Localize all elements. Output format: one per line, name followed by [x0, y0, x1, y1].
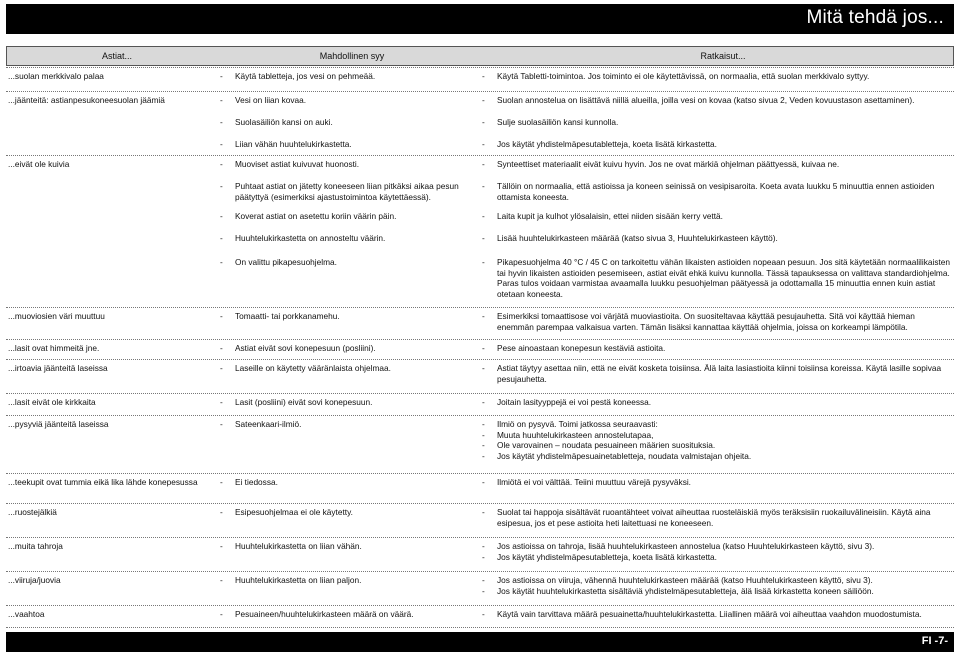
- cause-item: [220, 609, 470, 620]
- cause-item-text: Käytä tabletteja, jos vesi on pehmeää.: [235, 71, 376, 81]
- solution-cell: [482, 343, 952, 354]
- cause-item-text: Pesuaineen/huuhtelukirkasteen määrä on väärä.: [235, 609, 414, 619]
- bullet-dash: -: [482, 159, 485, 169]
- row-divider: [6, 473, 954, 474]
- solution-item-text: Laita kupit ja kulhot ylösalaisin, ettei niiden sisään kerry vettä.: [497, 211, 723, 221]
- bullet-dash: -: [220, 211, 223, 221]
- solution-cell: [482, 507, 952, 528]
- cause-item-text: Liian vähän huuhtelukirkastetta.: [235, 139, 352, 149]
- bullet-dash: -: [220, 71, 223, 81]
- column-header-solution: Ratkaisut...: [700, 51, 746, 61]
- solution-cell: [482, 181, 952, 202]
- solution-cell: [482, 257, 952, 299]
- fault-cell: ...jäänteitä: astianpesukoneesuolan jäämiä: [8, 95, 165, 105]
- solution-item-text: Ilmiö on pysyvä. Toimi jatkossa seuraavasti:: [497, 419, 658, 429]
- solution-item: [482, 343, 952, 354]
- cause-item: [220, 181, 470, 202]
- cause-item-text: Huuhtelukirkastetta on annosteltu väärin.: [235, 233, 386, 243]
- solution-item: [482, 609, 952, 620]
- table-header: [6, 46, 954, 66]
- fault-cell: ...pysyviä jäänteitä laseissa: [8, 419, 109, 429]
- cause-item: [220, 541, 470, 552]
- cause-item-text: Vesi on liian kovaa.: [235, 95, 307, 105]
- solution-item: [482, 211, 952, 222]
- row-divider: [6, 91, 954, 92]
- solution-cell: [482, 397, 952, 408]
- row-divider: [6, 359, 954, 360]
- solution-item-text: Astiat täytyy asettaa niin, että ne eivät kosketa toisiinsa. Älä laita lasiastioita kiinni toisiinsa koreissa. Käytä lasille sopivaa pesujauhetta.: [497, 363, 942, 384]
- cause-item-text: Sateenkaari-ilmiö.: [235, 419, 302, 429]
- column-header-cause: Mahdollinen syy: [319, 51, 385, 61]
- solution-item-text: Käytä vain tarvittava määrä pesuainetta/huuhtelukirkastetta. Liiallinen määrä voi aiheuttaa vaahdon muodostumista.: [497, 609, 922, 619]
- bullet-dash: -: [220, 311, 223, 321]
- fault-cell: ...eivät ole kuivia: [8, 159, 70, 169]
- cause-cell: [220, 211, 470, 222]
- bullet-dash: -: [220, 609, 223, 619]
- cause-item: [220, 233, 470, 244]
- cause-item: [220, 397, 470, 408]
- cause-cell: [220, 575, 470, 586]
- solution-item: [482, 440, 952, 451]
- bullet-dash: -: [482, 71, 485, 81]
- cause-item-text: Huuhtelukirkastetta on liian vähän.: [235, 541, 362, 551]
- solution-item-text: Suolat tai happoja sisältävät ruoantähteet voivat aiheuttaa ruosteläiskiä myös teräksisiin ruokailuvälineisiin. Käytä aina esipesua, jos et pese astioita heti laitettuasi ne koneeseen.: [497, 507, 931, 528]
- bullet-dash: -: [220, 363, 223, 373]
- solution-item-text: Jos käytät yhdistelmäpesutabletteja, koeta lisätä kirkastetta.: [497, 139, 717, 149]
- bullet-dash: -: [482, 139, 485, 149]
- cause-cell: [220, 311, 470, 322]
- solution-item: [482, 451, 952, 462]
- bullet-dash: -: [220, 419, 223, 429]
- cause-cell: [220, 95, 470, 106]
- solution-item-text: Ole varovainen – noudata pesuaineen määrien suosituksia.: [497, 440, 716, 451]
- cause-item-text: Suolasäiliön kansi on auki.: [235, 117, 333, 127]
- row-divider: [6, 339, 954, 340]
- cause-item-text: Lasit (posliini) eivät sovi konepesuun.: [235, 397, 373, 407]
- solution-cell: [482, 363, 952, 384]
- title-bar: [6, 4, 954, 34]
- row-divider: [6, 67, 954, 68]
- cause-cell: [220, 477, 470, 488]
- solution-cell: [482, 211, 952, 222]
- fault-cell: ...lasit eivät ole kirkkaita: [8, 397, 96, 407]
- bullet-dash: -: [482, 585, 485, 596]
- bullet-dash: -: [220, 397, 223, 407]
- cause-item-text: Astiat eivät sovi konepesuun (posliini).: [235, 343, 376, 353]
- row-divider: [6, 307, 954, 308]
- bullet-dash: -: [220, 257, 223, 267]
- solution-item: [482, 477, 952, 488]
- bullet-dash: -: [482, 311, 485, 321]
- solution-cell: [482, 575, 952, 596]
- cause-item: [220, 95, 470, 106]
- bullet-dash: -: [482, 363, 485, 373]
- bullet-dash: -: [482, 450, 485, 461]
- page-number: FI -7-: [921, 635, 948, 647]
- bullet-dash: -: [482, 609, 485, 619]
- row-divider: [6, 571, 954, 572]
- solution-item-text: Joitain lasityyppejä ei voi pestä koneessa.: [497, 397, 652, 407]
- bullet-dash: -: [220, 343, 223, 353]
- bullet-dash: -: [482, 541, 485, 551]
- cause-cell: [220, 233, 470, 244]
- fault-cell: ...ruostejälkiä: [8, 507, 57, 517]
- solution-item-text: Käytä Tabletti-toimintoa. Jos toiminto ei ole käytettävissä, on normaalia, että suolan merkkivalo syttyy.: [497, 71, 870, 81]
- cause-item: [220, 343, 470, 354]
- cause-item-text: Ei tiedossa.: [235, 477, 278, 487]
- fault-cell: ...vaahtoa: [8, 609, 45, 619]
- bullet-dash: -: [220, 139, 223, 149]
- solution-item-text: Sulje suolasäiliön kansi kunnolla.: [497, 117, 619, 127]
- bullet-dash: -: [482, 440, 485, 451]
- bullet-dash: -: [220, 507, 223, 517]
- solution-item-text: Lisää huuhtelukirkasteen määrää (katso sivua 3, Huuhtelukirkasteen käyttö).: [497, 233, 778, 243]
- solution-item: [482, 71, 952, 82]
- bullet-dash: -: [482, 343, 485, 353]
- cause-item-text: Puhtaat astiat on jätetty koneeseen liian pitkäksi aikaa pesun päätyttyä (esimerkiksi ajastustoimintoa käytettäessä).: [235, 181, 459, 202]
- solution-item-text: Ilmiötä ei voi välttää. Teiini muuttuu värejä pysyväksi.: [497, 477, 691, 487]
- cause-cell: [220, 609, 470, 620]
- solution-item-text: Synteettiset materiaalit eivät kuivu hyvin. Jos ne ovat märkiä ohjelman päättyessä, kuivaa ne.: [497, 159, 840, 169]
- cause-item-text: On valittu pikapesuohjelma.: [235, 257, 337, 267]
- solution-cell: [482, 311, 952, 332]
- solution-item-text: Suolan annostelua on lisättävä niillä alueilla, joilla vesi on kovaa (katso sivua 2, Veden kovuustason asettaminen).: [497, 95, 915, 105]
- bullet-dash: -: [482, 397, 485, 407]
- bullet-dash: -: [482, 95, 485, 105]
- cause-item: [220, 117, 470, 128]
- cause-item: [220, 311, 470, 322]
- solution-item: [482, 363, 952, 384]
- row-divider: [6, 537, 954, 538]
- row-divider: [6, 393, 954, 394]
- bullet-dash: -: [482, 181, 485, 191]
- solution-item: [482, 95, 952, 106]
- cause-item: [220, 363, 470, 374]
- solution-cell: [482, 233, 952, 244]
- cause-item-text: Esipesuohjelmaa ei ole käytetty.: [235, 507, 353, 517]
- cause-item: [220, 419, 470, 430]
- page-title: Mitä tehdä jos...: [806, 7, 944, 28]
- solution-cell: [482, 117, 952, 128]
- solution-item-text: Jos käytät yhdistelmäpesuainetabletteja, noudata valmistajan ohjeita.: [497, 450, 752, 461]
- solution-item: [482, 257, 952, 299]
- bullet-dash: -: [220, 95, 223, 105]
- solution-cell: [482, 139, 952, 150]
- row-divider: [6, 503, 954, 504]
- solution-cell: [482, 159, 952, 170]
- bullet-dash: -: [220, 477, 223, 487]
- bullet-dash: -: [220, 575, 223, 585]
- fault-cell: ...muita tahroja: [8, 541, 63, 551]
- solution-item: [482, 139, 952, 150]
- solution-item-text: Tällöin on normaalia, että astioissa ja koneen seinissä on vesipisaroita. Koeta avata luukku 5 minuuttia ennen astioiden ottamista koneesta.: [497, 181, 935, 202]
- solution-item: [482, 586, 952, 597]
- solution-item: [482, 419, 952, 430]
- cause-item: [220, 507, 470, 518]
- cause-item-text: Koverat astiat on asetettu koriin väärin päin.: [235, 211, 397, 221]
- solution-item-text: Esimerkiksi tomaattisose voi värjätä muoviastioita. On suositeltavaa käyttää pesujauhetta. Sitä voi käyttää hieman enemmän parempaa valkaisua varten. Tämän lisäksi kannattaa käyttää ohjelmia, joissa on korkeampi lämpötila.: [497, 311, 915, 332]
- solution-cell: [482, 419, 952, 461]
- footer-bar: [6, 632, 954, 652]
- bullet-dash: -: [220, 181, 223, 191]
- solution-item-text: Muuta huuhtelukirkasteen annostelutapaa,: [497, 429, 654, 440]
- solution-item-text: Pikapesuohjelma 40 °C / 45 C on tarkoitettu vähän likaisten astioiden nopeaan pesuun. Jos sitä käytetään normaalilikaisten tai hyvin likaisten astioiden pesemiseen, astiat eivät ehkä kuivu kunnolla. Tässä tapauksessa on valittava standardiohjelma. Paras tulos voidaan varmistaa avaamalla luukku pesuohjelman päätyessä ja odottamalla 15 minuuttia ennen kuin astiat otetaan koneesta.: [497, 257, 951, 299]
- row-divider: [6, 605, 954, 606]
- solution-item-text: Jos astioissa on tahroja, lisää huuhtelukirkasteen annostelua (katso Huuhtelukirkasteen käyttö, sivu 3).: [497, 541, 875, 551]
- cause-item-text: Muoviset astiat kuivuvat huonosti.: [235, 159, 360, 169]
- solution-item: [482, 233, 952, 244]
- bullet-dash: -: [482, 507, 485, 517]
- bullet-dash: -: [482, 257, 485, 267]
- bullet-dash: -: [220, 541, 223, 551]
- bullet-dash: -: [482, 575, 485, 585]
- solution-item: [482, 159, 952, 170]
- cause-cell: [220, 159, 470, 170]
- solution-cell: [482, 541, 952, 562]
- cause-item: [220, 139, 470, 150]
- solution-item: [482, 397, 952, 408]
- bullet-dash: -: [482, 551, 485, 562]
- cause-cell: [220, 71, 470, 82]
- solution-cell: [482, 95, 952, 106]
- cause-cell: [220, 139, 470, 150]
- cause-item: [220, 71, 470, 82]
- cause-cell: [220, 397, 470, 408]
- solution-item-text: Pese ainoastaan konepesun kestäviä astioita.: [497, 343, 666, 353]
- solution-item: [482, 181, 952, 202]
- cause-item: [220, 257, 470, 268]
- cause-cell: [220, 343, 470, 354]
- solution-cell: [482, 609, 952, 620]
- cause-item-text: Laseille on käytetty vääränlaista ohjelmaa.: [235, 363, 391, 373]
- fault-cell: ...muoviosien väri muuttuu: [8, 311, 105, 321]
- bullet-dash: -: [220, 159, 223, 169]
- solution-item: [482, 575, 952, 586]
- cause-cell: [220, 419, 470, 430]
- solution-item: [482, 552, 952, 563]
- bullet-dash: -: [482, 117, 485, 127]
- cause-cell: [220, 181, 470, 202]
- cause-cell: [220, 257, 470, 268]
- bullet-dash: -: [482, 419, 485, 429]
- cause-item-text: Huuhtelukirkastetta on liian paljon.: [235, 575, 362, 585]
- bullet-dash: -: [482, 429, 485, 440]
- fault-cell: ...lasit ovat himmeitä jne.: [8, 343, 100, 353]
- bullet-dash: -: [220, 117, 223, 127]
- cause-item: [220, 211, 470, 222]
- cause-cell: [220, 507, 470, 518]
- solution-item: [482, 117, 952, 128]
- bullet-dash: -: [220, 233, 223, 243]
- cause-item-text: Tomaatti- tai porkkanamehu.: [235, 311, 340, 321]
- cause-item: [220, 477, 470, 488]
- row-divider: [6, 627, 954, 628]
- fault-cell: ...irtoavia jäänteitä laseissa: [8, 363, 108, 373]
- solution-item: [482, 541, 952, 552]
- fault-cell: ...teekupit ovat tummia eikä lika lähde konepesussa: [8, 477, 198, 487]
- solution-item: [482, 430, 952, 441]
- solution-item: [482, 507, 952, 528]
- cause-item: [220, 575, 470, 586]
- solution-item-text: Jos käytät yhdistelmäpesutabletteja, koeta lisätä kirkastetta.: [497, 551, 717, 562]
- solution-cell: [482, 477, 952, 488]
- solution-item-text: Jos käytät huuhtelukirkastetta sisältäviä yhdistelmäpesutabletteja, älä lisää kirkastetta koneen säiliöön.: [497, 585, 874, 596]
- solution-cell: [482, 71, 952, 82]
- cause-item: [220, 159, 470, 170]
- row-divider: [6, 415, 954, 416]
- column-header-fault: Astiat...: [101, 51, 133, 61]
- bullet-dash: -: [482, 477, 485, 487]
- solution-item-text: Jos astioissa on viiruja, vähennä huuhtelukirkasteen määrää (katso Huuhtelukirkasteen käyttö, sivu 3).: [497, 575, 873, 585]
- cause-cell: [220, 363, 470, 374]
- cause-cell: [220, 117, 470, 128]
- solution-item: [482, 311, 952, 332]
- bullet-dash: -: [482, 233, 485, 243]
- row-divider: [6, 155, 954, 156]
- fault-cell: ...viiruja/juovia: [8, 575, 61, 585]
- cause-cell: [220, 541, 470, 552]
- bullet-dash: -: [482, 211, 485, 221]
- fault-cell: ...suolan merkkivalo palaa: [8, 71, 104, 81]
